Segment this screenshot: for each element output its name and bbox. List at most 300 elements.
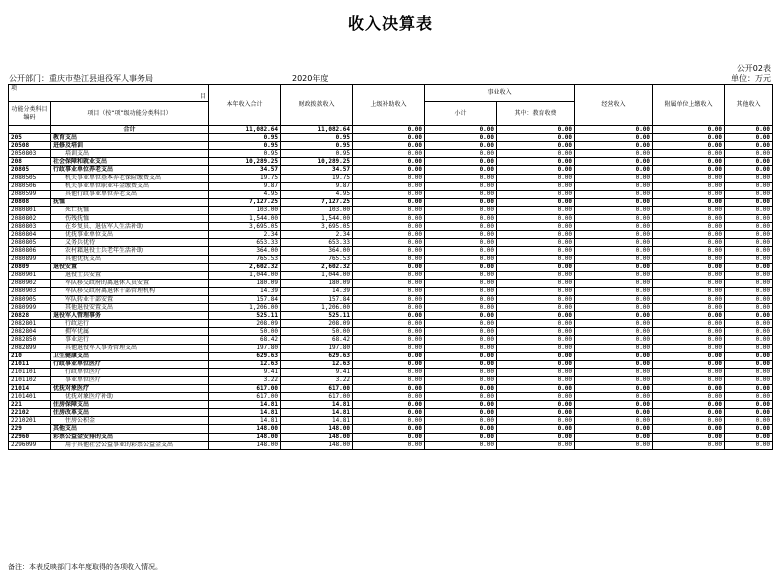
- cell-fiscal: 34.57: [281, 166, 353, 174]
- cell-oth: 0.00: [725, 150, 773, 158]
- table-row: [9, 393, 773, 401]
- table-row: [9, 385, 773, 393]
- cell-total: 148.00: [209, 433, 281, 441]
- form-number: 公开02表: [736, 64, 771, 73]
- cell-name: 行政事业单位医疗: [51, 360, 209, 368]
- cell-edu: 0.00: [497, 368, 575, 376]
- cell-name: 社会保障和就业支出: [51, 158, 209, 166]
- cell-name: 优抚事业单位支出: [51, 231, 209, 239]
- cell-upper: 0.00: [353, 271, 425, 279]
- cell-sub: 0.00: [425, 223, 497, 231]
- cell-upper: 0.00: [353, 263, 425, 271]
- header-subtotal: 小计: [425, 102, 497, 126]
- cell-oth: 0.00: [725, 336, 773, 344]
- cell-code: 205: [9, 134, 51, 142]
- cell-upper: 0.00: [353, 255, 425, 263]
- table-row: [9, 344, 773, 352]
- cell-oper: 0.00: [575, 328, 653, 336]
- cell-edu: 0.00: [497, 360, 575, 368]
- cell-oth: 0.00: [725, 376, 773, 384]
- cell-name: 军队移交政府的离退休人员安置: [51, 279, 209, 287]
- cell-code: 2082850: [9, 336, 51, 344]
- cell-oth: 0.00: [725, 182, 773, 190]
- cell-oth: 0.00: [725, 295, 773, 303]
- cell-sub: 0.00: [425, 328, 497, 336]
- cell-fiscal: 629.63: [281, 352, 353, 360]
- cell-edu: 0.00: [497, 312, 575, 320]
- cell-name: 事业运行: [51, 336, 209, 344]
- cell-upper: 0.00: [353, 368, 425, 376]
- cell-oper: 0.00: [575, 247, 653, 255]
- cell-upper: 0.00: [353, 279, 425, 287]
- cell-fiscal: 9.41: [281, 368, 353, 376]
- cell-edu: 0.00: [497, 385, 575, 393]
- table-row: [9, 401, 773, 409]
- cell-oth: 0.00: [725, 134, 773, 142]
- cell-code: 229: [9, 425, 51, 433]
- cell-total: 19.75: [209, 174, 281, 182]
- cell-upper: 0.00: [353, 393, 425, 401]
- cell-fiscal: 1,544.00: [281, 215, 353, 223]
- cell-oper: 0.00: [575, 304, 653, 312]
- table-header: [9, 85, 773, 126]
- cell-upper: 0.00: [353, 352, 425, 360]
- cell-sub: 0.00: [425, 271, 497, 279]
- cell-code: 2080506: [9, 182, 51, 190]
- cell-total: 12.63: [209, 360, 281, 368]
- cell-name: 其他退役安置支出: [51, 304, 209, 312]
- cell-oper: 0.00: [575, 166, 653, 174]
- cell-upper: 0.00: [353, 344, 425, 352]
- cell-oper: 0.00: [575, 433, 653, 441]
- cell-fiscal: 157.84: [281, 295, 353, 303]
- cell-fiscal: 2.34: [281, 231, 353, 239]
- cell-sub: 0.00: [425, 215, 497, 223]
- cell-aff: 0.00: [653, 360, 725, 368]
- cell-name: 进修及培训: [51, 142, 209, 150]
- cell-fiscal: 12.63: [281, 360, 353, 368]
- cell-aff: 0.00: [653, 287, 725, 295]
- cell-code: 2080902: [9, 279, 51, 287]
- cell-total: 0.95: [209, 142, 281, 150]
- cell-edu: 0.00: [497, 271, 575, 279]
- cell-total: 1,044.00: [209, 271, 281, 279]
- cell-name: 其他退役军人事务管理支出: [51, 344, 209, 352]
- cell-code: 2080905: [9, 295, 51, 303]
- cell-oper: 0.00: [575, 336, 653, 344]
- cell-sub: 0.00: [425, 174, 497, 182]
- table-row: [9, 198, 773, 206]
- cell-total: 50.00: [209, 328, 281, 336]
- cell-total: 0.95: [209, 150, 281, 158]
- cell-name: 卫生健康支出: [51, 352, 209, 360]
- cell-total: 364.00: [209, 247, 281, 255]
- cell-upper: 0.00: [353, 206, 425, 214]
- cell-upper: 0.00: [353, 376, 425, 384]
- cell-aff: 0.00: [653, 215, 725, 223]
- cell-upper: 0.00: [353, 360, 425, 368]
- cell-sub: 0.00: [425, 409, 497, 417]
- cell-aff: 0.00: [653, 393, 725, 401]
- cell-aff: 0.00: [653, 336, 725, 344]
- cell-edu: 0.00: [497, 263, 575, 271]
- cell-fiscal: 197.80: [281, 344, 353, 352]
- cell-upper: 0.00: [353, 158, 425, 166]
- cell-edu: 0.00: [497, 304, 575, 312]
- cell-total: 525.11: [209, 312, 281, 320]
- cell-total: 11,082.64: [209, 126, 281, 134]
- cell-aff: 0.00: [653, 166, 725, 174]
- header-fiscal: 财政拨款收入: [281, 85, 353, 126]
- cell-sub: 0.00: [425, 344, 497, 352]
- table-row: [9, 182, 773, 190]
- cell-total: 14.81: [209, 409, 281, 417]
- cell-sub: 0.00: [425, 393, 497, 401]
- cell-code: 2080802: [9, 215, 51, 223]
- cell-oper: 0.00: [575, 263, 653, 271]
- cell-total: 14.81: [209, 401, 281, 409]
- cell-oth: 0.00: [725, 401, 773, 409]
- cell-fiscal: 19.75: [281, 174, 353, 182]
- cell-upper: 0.00: [353, 142, 425, 150]
- cell-total: 3,695.05: [209, 223, 281, 231]
- cell-total: 157.84: [209, 295, 281, 303]
- cell-fiscal: 1,206.00: [281, 304, 353, 312]
- cell-oth: 0.00: [725, 368, 773, 376]
- cell-oth: 0.00: [725, 304, 773, 312]
- cell-oper: 0.00: [575, 409, 653, 417]
- header-name: 项目（按“项”级功能分类科目）: [51, 102, 209, 126]
- cell-aff: 0.00: [653, 352, 725, 360]
- cell-oper: 0.00: [575, 295, 653, 303]
- cell-fiscal: 103.00: [281, 206, 353, 214]
- cell-aff: 0.00: [653, 182, 725, 190]
- cell-oper: 0.00: [575, 352, 653, 360]
- cell-upper: 0.00: [353, 304, 425, 312]
- cell-total: 14.81: [209, 417, 281, 425]
- cell-oper: 0.00: [575, 279, 653, 287]
- cell-sub: 0.00: [425, 255, 497, 263]
- cell-upper: 0.00: [353, 433, 425, 441]
- cell-fiscal: 364.00: [281, 247, 353, 255]
- cell-total: 2,602.32: [209, 263, 281, 271]
- header-shiye: 事业收入: [425, 85, 575, 102]
- cell-fiscal: 0.95: [281, 142, 353, 150]
- cell-name: 退役安置: [51, 263, 209, 271]
- cell-sub: 0.00: [425, 295, 497, 303]
- cell-oper: 0.00: [575, 368, 653, 376]
- cell-sub: 0.00: [425, 142, 497, 150]
- cell-oper: 0.00: [575, 134, 653, 142]
- cell-code: 2080803: [9, 223, 51, 231]
- cell-edu: 0.00: [497, 150, 575, 158]
- cell-total: 629.63: [209, 352, 281, 360]
- table-row: [9, 368, 773, 376]
- cell-edu: 0.00: [497, 409, 575, 417]
- cell-code: 2080505: [9, 174, 51, 182]
- cell-fiscal: 180.09: [281, 279, 353, 287]
- cell-total: 68.42: [209, 336, 281, 344]
- cell-code: 20508: [9, 142, 51, 150]
- cell-upper: 0.00: [353, 215, 425, 223]
- cell-sub: 0.00: [425, 376, 497, 384]
- table-row: [9, 279, 773, 287]
- cell-sub: 0.00: [425, 352, 497, 360]
- cell-aff: 0.00: [653, 263, 725, 271]
- cell-total: 148.00: [209, 441, 281, 449]
- unit-label: 单位：万元: [731, 74, 771, 83]
- cell-sub: 0.00: [425, 239, 497, 247]
- cell-total: 197.80: [209, 344, 281, 352]
- header-edu: 其中：教育收费: [497, 102, 575, 126]
- cell-code: 2080899: [9, 255, 51, 263]
- cell-name: 义务兵优待: [51, 239, 209, 247]
- cell-oth: 0.00: [725, 312, 773, 320]
- cell-sub: 0.00: [425, 166, 497, 174]
- cell-oper: 0.00: [575, 223, 653, 231]
- cell-edu: 0.00: [497, 376, 575, 384]
- cell-fiscal: 14.81: [281, 409, 353, 417]
- cell-sub: 0.00: [425, 425, 497, 433]
- cell-oth: 0.00: [725, 263, 773, 271]
- cell-name: 优抚对象医疗补助: [51, 393, 209, 401]
- cell-edu: 0.00: [497, 174, 575, 182]
- cell-sub: 0.00: [425, 190, 497, 198]
- header-code: 功能分类科目编码: [9, 102, 51, 126]
- cell-oth: 0.00: [725, 287, 773, 295]
- cell-aff: 0.00: [653, 150, 725, 158]
- cell-upper: 0.00: [353, 166, 425, 174]
- cell-upper: 0.00: [353, 223, 425, 231]
- page-title: 收入决算表: [347, 14, 433, 33]
- cell-sub: 0.00: [425, 336, 497, 344]
- cell-name: 住房公积金: [51, 417, 209, 425]
- cell-oper: 0.00: [575, 190, 653, 198]
- cell-fiscal: 148.00: [281, 425, 353, 433]
- cell-fiscal: 10,289.25: [281, 158, 353, 166]
- cell-oth: 0.00: [725, 328, 773, 336]
- cell-total: 9.41: [209, 368, 281, 376]
- cell-name: 合计: [51, 126, 209, 134]
- cell-aff: 0.00: [653, 385, 725, 393]
- table-row: [9, 336, 773, 344]
- cell-upper: 0.00: [353, 190, 425, 198]
- cell-edu: 0.00: [497, 206, 575, 214]
- cell-oth: 0.00: [725, 393, 773, 401]
- cell-sub: 0.00: [425, 182, 497, 190]
- cell-name: 机关事业单位基本养老保险缴费支出: [51, 174, 209, 182]
- cell-total: 1,206.00: [209, 304, 281, 312]
- cell-edu: 0.00: [497, 328, 575, 336]
- cell-total: 9.87: [209, 182, 281, 190]
- cell-name: 抚恤: [51, 198, 209, 206]
- header-total: 本年收入合计: [209, 85, 281, 126]
- cell-code: 2080903: [9, 287, 51, 295]
- cell-aff: 0.00: [653, 441, 725, 449]
- cell-sub: 0.00: [425, 279, 497, 287]
- cell-edu: 0.00: [497, 336, 575, 344]
- cell-sub: 0.00: [425, 304, 497, 312]
- cell-fiscal: 68.42: [281, 336, 353, 344]
- table-row: [9, 247, 773, 255]
- cell-total: 653.33: [209, 239, 281, 247]
- cell-edu: 0.00: [497, 223, 575, 231]
- cell-fiscal: 617.00: [281, 385, 353, 393]
- cell-code: 2050803: [9, 150, 51, 158]
- cell-oth: 0.00: [725, 223, 773, 231]
- cell-fiscal: 3,695.05: [281, 223, 353, 231]
- cell-total: 1,544.00: [209, 215, 281, 223]
- table-row: [9, 376, 773, 384]
- cell-oth: 0.00: [725, 190, 773, 198]
- cell-edu: 0.00: [497, 295, 575, 303]
- cell-aff: 0.00: [653, 134, 725, 142]
- table-row: [9, 441, 773, 449]
- table-row: [9, 352, 773, 360]
- cell-code: 2080801: [9, 206, 51, 214]
- cell-oper: 0.00: [575, 215, 653, 223]
- cell-oper: 0.00: [575, 441, 653, 449]
- cell-oper: 0.00: [575, 360, 653, 368]
- table-body: [9, 126, 773, 450]
- table-row: [9, 190, 773, 198]
- header-affiliate: 附属单位上缴收入: [653, 85, 725, 126]
- cell-oper: 0.00: [575, 320, 653, 328]
- cell-sub: 0.00: [425, 368, 497, 376]
- cell-aff: 0.00: [653, 206, 725, 214]
- cell-upper: 0.00: [353, 409, 425, 417]
- table-row: [9, 360, 773, 368]
- cell-fiscal: 11,082.64: [281, 126, 353, 134]
- cell-aff: 0.00: [653, 231, 725, 239]
- table-row: [9, 142, 773, 150]
- cell-edu: 0.00: [497, 215, 575, 223]
- cell-total: 148.00: [209, 425, 281, 433]
- cell-sub: 0.00: [425, 360, 497, 368]
- cell-code: 2082801: [9, 320, 51, 328]
- cell-oper: 0.00: [575, 271, 653, 279]
- cell-fiscal: 50.00: [281, 328, 353, 336]
- cell-edu: 0.00: [497, 134, 575, 142]
- cell-aff: 0.00: [653, 239, 725, 247]
- cell-sub: 0.00: [425, 433, 497, 441]
- cell-code: 2080999: [9, 304, 51, 312]
- cell-upper: 0.00: [353, 287, 425, 295]
- cell-code: 2082804: [9, 328, 51, 336]
- cell-code: 2080805: [9, 239, 51, 247]
- cell-code: 20808: [9, 198, 51, 206]
- cell-aff: 0.00: [653, 223, 725, 231]
- cell-upper: 0.00: [353, 328, 425, 336]
- cell-upper: 0.00: [353, 312, 425, 320]
- cell-name: 住房改革支出: [51, 409, 209, 417]
- cell-name: 培训支出: [51, 150, 209, 158]
- cell-edu: 0.00: [497, 344, 575, 352]
- table-row: [9, 223, 773, 231]
- table-row: [9, 255, 773, 263]
- cell-upper: 0.00: [353, 231, 425, 239]
- cell-code: 2101401: [9, 393, 51, 401]
- cell-upper: 0.00: [353, 320, 425, 328]
- cell-aff: 0.00: [653, 401, 725, 409]
- cell-upper: 0.00: [353, 417, 425, 425]
- cell-edu: 0.00: [497, 441, 575, 449]
- cell-fiscal: 525.11: [281, 312, 353, 320]
- cell-oth: 0.00: [725, 409, 773, 417]
- cell-aff: 0.00: [653, 158, 725, 166]
- cell-upper: 0.00: [353, 247, 425, 255]
- cell-sub: 0.00: [425, 206, 497, 214]
- cell-aff: 0.00: [653, 295, 725, 303]
- cell-aff: 0.00: [653, 255, 725, 263]
- cell-oper: 0.00: [575, 417, 653, 425]
- cell-oper: 0.00: [575, 198, 653, 206]
- cell-upper: 0.00: [353, 174, 425, 182]
- cell-fiscal: 14.81: [281, 401, 353, 409]
- cell-oth: 0.00: [725, 433, 773, 441]
- cell-upper: 0.00: [353, 425, 425, 433]
- cell-oper: 0.00: [575, 150, 653, 158]
- cell-aff: 0.00: [653, 247, 725, 255]
- cell-oth: 0.00: [725, 344, 773, 352]
- cell-oth: 0.00: [725, 441, 773, 449]
- cell-sub: 0.00: [425, 320, 497, 328]
- cell-code: 22102: [9, 409, 51, 417]
- cell-name: 事业单位医疗: [51, 376, 209, 384]
- table-row: [9, 409, 773, 417]
- fiscal-year-label: 2020年度: [292, 74, 329, 83]
- cell-edu: 0.00: [497, 425, 575, 433]
- cell-oth: 0.00: [725, 174, 773, 182]
- cell-oper: 0.00: [575, 231, 653, 239]
- cell-aff: 0.00: [653, 368, 725, 376]
- cell-sub: 0.00: [425, 441, 497, 449]
- cell-code: 22960: [9, 433, 51, 441]
- cell-oth: 0.00: [725, 215, 773, 223]
- cell-edu: 0.00: [497, 142, 575, 150]
- cell-code: 2101101: [9, 368, 51, 376]
- cell-edu: 0.00: [497, 247, 575, 255]
- cell-sub: 0.00: [425, 134, 497, 142]
- cell-edu: 0.00: [497, 166, 575, 174]
- cell-aff: 0.00: [653, 320, 725, 328]
- cell-oper: 0.00: [575, 385, 653, 393]
- cell-sub: 0.00: [425, 417, 497, 425]
- cell-edu: 0.00: [497, 126, 575, 134]
- cell-fiscal: 1,044.00: [281, 271, 353, 279]
- table-row: [9, 312, 773, 320]
- cell-upper: 0.00: [353, 385, 425, 393]
- cell-upper: 0.00: [353, 441, 425, 449]
- cell-total: 34.57: [209, 166, 281, 174]
- cell-oth: 0.00: [725, 271, 773, 279]
- cell-fiscal: 0.95: [281, 134, 353, 142]
- cell-total: 0.95: [209, 134, 281, 142]
- cell-sub: 0.00: [425, 158, 497, 166]
- cell-aff: 0.00: [653, 198, 725, 206]
- cell-sub: 0.00: [425, 312, 497, 320]
- cell-fiscal: 765.53: [281, 255, 353, 263]
- cell-aff: 0.00: [653, 174, 725, 182]
- cell-oper: 0.00: [575, 206, 653, 214]
- cell-name: 教育支出: [51, 134, 209, 142]
- total-row: [9, 126, 773, 134]
- cell-upper: 0.00: [353, 295, 425, 303]
- cell-code: 2080804: [9, 231, 51, 239]
- cell-total: 7,127.25: [209, 198, 281, 206]
- table-row: [9, 433, 773, 441]
- cell-name: 拥军优属: [51, 328, 209, 336]
